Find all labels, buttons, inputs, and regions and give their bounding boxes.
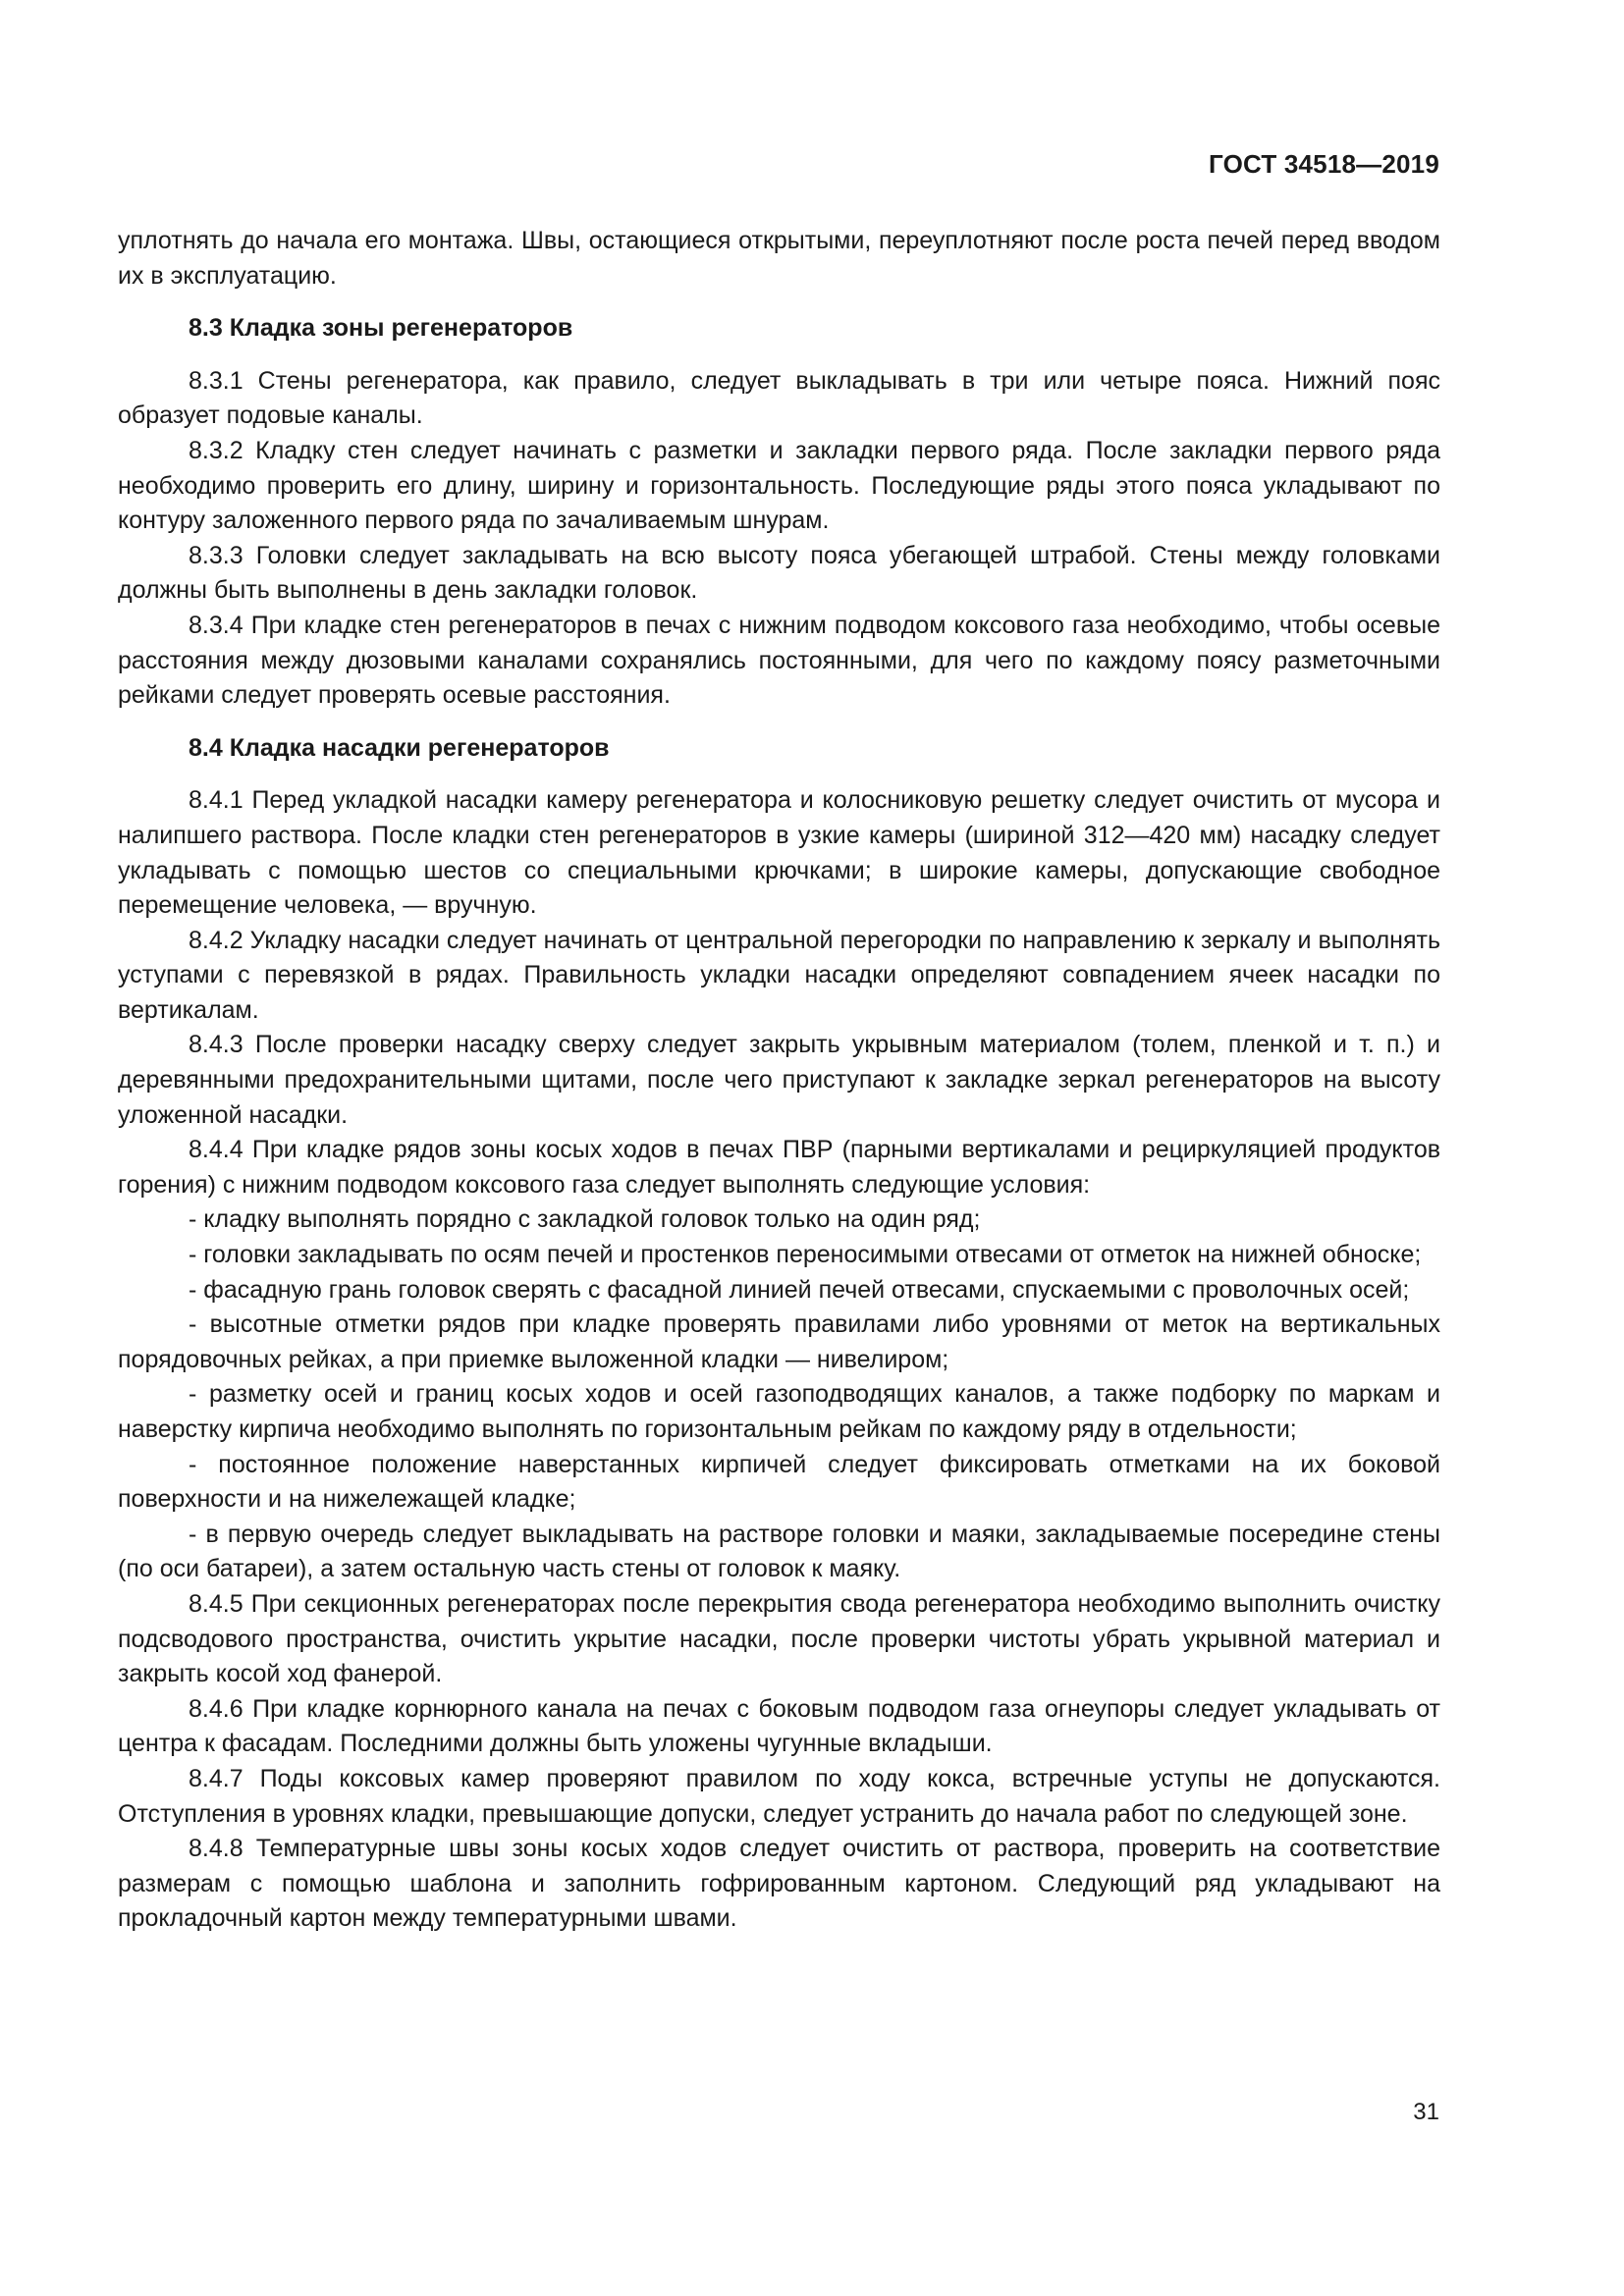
document-header: ГОСТ 34518—2019 bbox=[1209, 149, 1439, 179]
section-8-3-title: 8.3 Кладка зоны регенераторов bbox=[189, 314, 573, 343]
list-item: - разметку осей и границ косых ходов и осей газоподводящих каналов, а также подборку по маркам и наверстку кирпича необходимо выполнять по горизонтальным рейкам по каждому ряду в отдельности; bbox=[118, 1380, 1440, 1443]
list-item: - высотные отметки рядов при кладке проверять правилами либо уровнями от меток на вертикальных порядовочных рейках, а при приемке выложенной кладки — нивелиром; bbox=[118, 1310, 1440, 1373]
section-8-4-title: 8.4 Кладка насадки регенераторов bbox=[189, 733, 610, 762]
paragraph-8-4-6: 8.4.6 При кладке корнюрного канала на печах с боковым подводом газа огнеупоры следует укладывать от центра к фасадам. Последними должны быть уложены чугунные вкладыши. bbox=[118, 1694, 1440, 1758]
list-item: - в первую очередь следует выкладывать на растворе головки и маяки, закладываемые посередине стены (по оси батареи), а затем остальную часть стены от головок к маяку. bbox=[118, 1520, 1440, 1583]
paragraph-8-4-8: 8.4.8 Температурные швы зоны косых ходов следует очистить от раствора, проверить на соответствие размерам с помощью шаблона и заполнить гофрированным картоном. Следующий ряд укладывают на прокладочный картон между температурными швами. bbox=[118, 1835, 1440, 1933]
paragraph-8-3-2: 8.3.2 Кладку стен следует начинать с разметки и закладки первого ряда. После закладки первого ряда необходимо проверить его длину, ширину и горизонтальность. Последующие ряды этого пояса укладывают по контуру заложенного первого ряда по зачаливаемым шнурам. bbox=[118, 436, 1440, 535]
paragraph-8-4-3: 8.4.3 После проверки насадку сверху следует закрыть укрывным материалом (толем, пленкой и т. п.) и деревянными предохранительными щитами, после чего приступают к закладке зеркал регенераторов на высоту уложенной насадки. bbox=[118, 1031, 1440, 1129]
paragraph-8-3-4: 8.3.4 При кладке стен регенераторов в печах с нижним подводом коксового газа необходимо, чтобы осевые расстояния между дюзовыми каналами сохранялись постоянными, для чего по каждому поясу разметочными рейками следует проверять осевые расстояния. bbox=[118, 611, 1440, 710]
list-item: - головки закладывать по осям печей и простенков переносимыми отвесами от отметок на нижней обноске; bbox=[189, 1241, 1422, 1269]
paragraph-8-4-1: 8.4.1 Перед укладкой насадки камеру регенератора и колосниковую решетку следует очистить от мусора и налипшего раствора. После кладки стен регенераторов в узкие камеры (шириной 312—420 мм) насадку следует укладывать с помощью шестов со специальными крючками; в широкие камеры, допускающие свободное перемещение человека, — вручную. bbox=[118, 786, 1440, 920]
paragraph-8-3-1: 8.3.1 Стены регенератора, как правило, следует выкладывать в три или четыре пояса. Нижний пояс образует подовые каналы. bbox=[118, 366, 1440, 430]
list-item: - кладку выполнять порядно с закладкой головок только на один ряд; bbox=[189, 1205, 981, 1234]
paragraph-8-4-2: 8.4.2 Укладку насадки следует начинать от центральной перегородки по направлению к зеркалу и выполнять уступами с перевязкой в рядах. Правильность укладки насадки определяют совпадением ячеек насадки по вертикалам. bbox=[118, 926, 1440, 1024]
document-body bbox=[118, 224, 1440, 1937]
list-item: - фасадную грань головок сверять с фасадной линией печей отвесами, спускаемыми с проволочных осей; bbox=[189, 1275, 1410, 1304]
paragraph-8-3-3: 8.3.3 Головки следует закладывать на всю высоту пояса убегающей штрабой. Стены между головками должны быть выполнены в день закладки головок. bbox=[118, 541, 1440, 605]
paragraph-8-4-5: 8.4.5 При секционных регенераторах после перекрытия свода регенератора необходимо выполнить очистку подсводового пространства, очистить укрытие насадки, после проверки чистоты убрать укрывной материал и закрыть косой ход фанерой. bbox=[118, 1589, 1440, 1688]
page-number: 31 bbox=[1413, 2099, 1439, 2125]
list-item: - постоянное положение наверстанных кирпичей следует фиксировать отметками на их боковой поверхности и на нижележащей кладке; bbox=[118, 1450, 1440, 1514]
paragraph-8-4-7: 8.4.7 Поды коксовых камер проверяют правилом по ходу кокса, встречные уступы не допускаются. Отступления в уровнях кладки, превышающие допуски, следует устранить до начала работ по следующей зоне. bbox=[118, 1764, 1440, 1828]
intro-paragraph: уплотнять до начала его монтажа. Швы, остающиеся открытыми, переуплотняют после роста печей перед вводом их в эксплуатацию. bbox=[118, 227, 1440, 290]
paragraph-8-4-4: 8.4.4 При кладке рядов зоны косых ходов в печах ПВР (парными вертикалами и рециркуляцией продуктов горения) с нижним подводом коксового газа следует выполнять следующие условия: bbox=[118, 1136, 1440, 1199]
